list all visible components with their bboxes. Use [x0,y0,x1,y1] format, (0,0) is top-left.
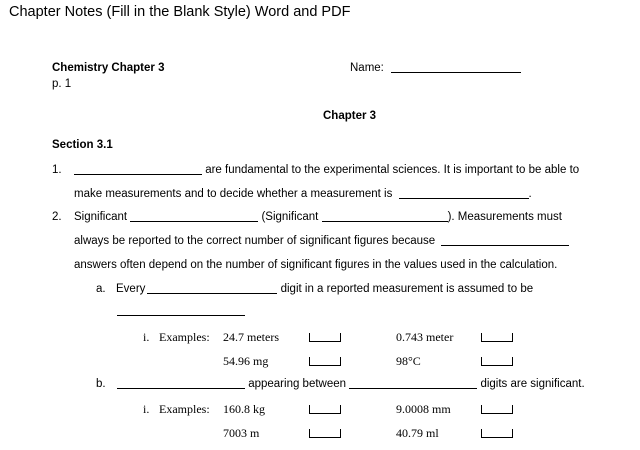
answer-box [309,405,341,414]
blank [74,173,202,175]
answer-box [309,357,341,366]
name-label: Name: [350,62,384,74]
item-2-line-3: answers often depend on the number of significant figures in the values used in the calculation. [74,259,558,271]
item-a-line [116,283,533,295]
example-value: 98°C [396,354,421,368]
banner-title: Chapter Notes (Fill in the Blank Style) Word and PDF [9,4,351,20]
item-1-end: . [528,188,532,200]
example-value: 9.0008 mm [396,402,451,416]
item-2-word-paren: (Significant [261,211,319,223]
item-1-line-1 [74,164,579,176]
example-value: 54.96 mg [223,354,269,368]
item-b-text-b: digits are significant. [480,378,585,390]
blank [322,220,448,222]
answer-box [481,405,513,414]
blank [147,292,277,294]
item-2-text-b: always be reported to the correct number of significant figures because [74,235,436,247]
blank [117,387,245,389]
item-1-number: 1. [52,164,62,176]
item-a-word-every: Every [116,283,146,295]
blank [441,244,569,246]
blank [349,387,477,389]
answer-box [309,333,341,342]
example-value: 7003 m [223,426,260,440]
page-number: p. 1 [52,78,72,90]
item-a-blank-line [117,305,245,317]
name-line [350,62,521,74]
answer-box [309,429,341,438]
examples-2-label: Examples: [159,402,210,416]
item-1-text-a: are fundamental to the experimental sciences. It is important to be able to [205,164,580,176]
item-2-text-a: ). Measurements must [447,211,562,223]
blank [117,314,245,316]
item-a-label: a. [96,283,106,295]
answer-box [481,333,513,342]
blank [399,197,529,199]
item-2-number: 2. [52,211,62,223]
item-b-text-a: appearing between [248,378,347,390]
name-blank [391,71,521,73]
blank [130,220,258,222]
examples-1-roman: i. [143,330,150,344]
item-b-line [117,378,585,390]
examples-1-label: Examples: [159,330,210,344]
example-value: 0.743 meter [396,330,454,344]
example-value: 24.7 meters [223,330,279,344]
item-a-text: digit in a reported measurement is assumed to be [280,283,534,295]
item-1-text-b: make measurements and to decide whether a measurement is [74,188,393,200]
example-value: 40.79 ml [396,426,439,440]
answer-box [481,357,513,366]
examples-2-roman: i. [143,402,150,416]
example-value: 160.8 kg [223,402,265,416]
item-2-word-significant: Significant [74,211,128,223]
answer-box [481,429,513,438]
item-b-label: b. [96,378,106,390]
item-1-line-2 [74,188,532,200]
item-2-line-2 [74,235,569,247]
item-2-line-1 [74,211,562,223]
course-title: Chemistry Chapter 3 [52,62,165,74]
section-title: Section 3.1 [52,139,113,151]
chapter-heading: Chapter 3 [323,110,377,122]
